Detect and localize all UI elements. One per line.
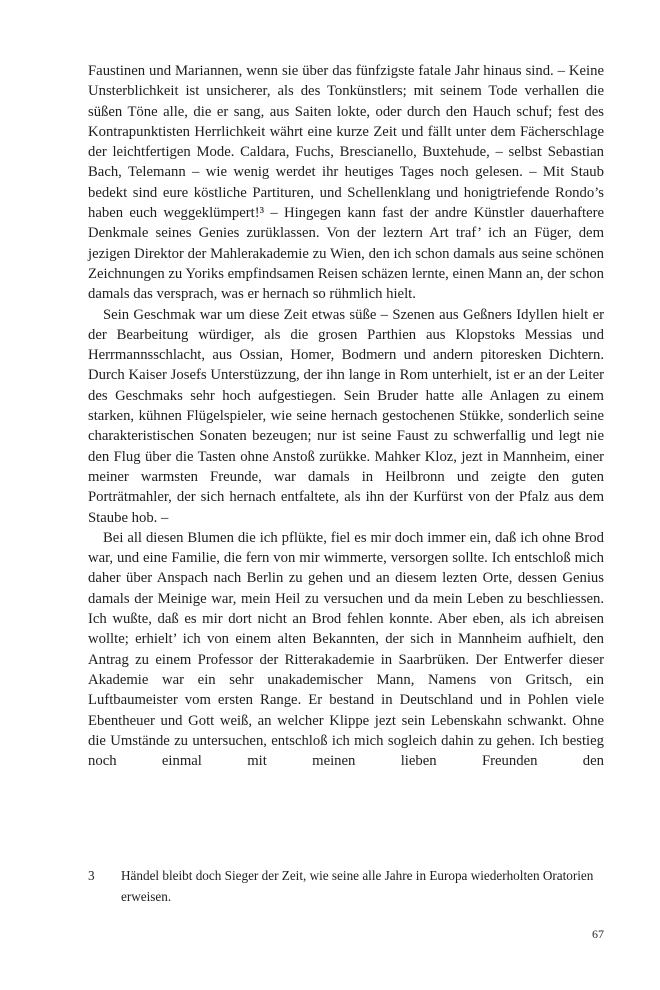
main-text-block [88, 61, 604, 771]
footnote-area [88, 866, 604, 907]
paragraph-faustinen: Faustinen und Mariannen, wenn sie über das fünfzigste fatale Jahr hinaus sind. – Keine Unsterblichkeit ist unsicherer, als des Tonkünstlers; mit seinem Tode verhallen die süßen Töne alle, die er sang, aus Saiten lokte, oder durch den Hauch schuf; fest des Kontrapunktisten Herrlichkeit währt eine kurze Zeit und fällt unter dem Fächerschlage der leichtfertigen Mode. Caldara, Fuchs, Brescianello, Buxtehude, – selbst Sebastian Bach, Telemann – wie wenig werdet ihr heutiges Tages noch gelesen. – Mit Staub bedekt sind eure köstliche Partituren, und Schellenklang und honigtriefende Rondo’s haben euch weggeklümpert!³ – Hingegen kann fast der andre Künstler dauerhaftere Denkmale seines Genies zurüklassen. Von der leztern Art traf’ ich an Füger, dem jezigen Direktor der Mahlerakademie zu Wien, den ich schon damals aus seine schönen Zeichnungen zu Yoriks empfindsamen Reisen schäzen lernte, einen Mann an, der schon damals das versprach, was er hernach so rühmlich hielt. [88, 63, 604, 303]
paragraph-bei-all-diesen-blumen: Bei all diesen Blumen die ich pflükte, fiel es mir doch immer ein, daß ich ohne Brod war, und eine Familie, die fern von mir wimmerte, versorgen sollte. Ich entschloß mich daher über Anspach nach Berlin zu gehen und an diesem lezten Orte, dessen Genius damals der Meinige war, mein Heil zu versuchen und da mein Leben zu beschliessen. Ich wußte, daß es mir dort nicht an Brod fehlen konnte. Aber eben, als ich abreisen wollte; erhielt’ ich von einem alten Bekannten, der sich in Mannheim aufhielt, den Antrag zu einem Professor der Ritterakademie in Saarbrüken. Der Entwerfer dieser Akademie war ein sehr unakademischer Mann, Namens von Gritsch, ein Luftbaumeister vom ersten Range. Er bestand in Deutschland und in Pohlen viele Ebentheuer und Gott weiß, an welcher Klippe jezt sein Lebenskahn schwankt. Ohne die Umstände zu untersuchen, entschloß ich mich sogleich dahin zu gehen. Ich bestieg noch einmal mit meinen lieben Freunden den [88, 529, 604, 770]
footnote [88, 866, 604, 907]
footnote-marker: 3 [88, 868, 95, 883]
footnote-text: Händel bleibt doch Sieger der Zeit, wie seine alle Jahre in Europa wiederholten Oratorien erweisen. [121, 868, 594, 904]
paragraph-sein-geschmak: Sein Geschmak war um diese Zeit etwas süße – Szenen aus Geßners Idyllen hielt er der Bearbeitung würdiger, als die grosen Parthien aus Klopstoks Messias und Herrmannsschlacht, aus Ossian, Homer, Bodmern und andern pitoresken Dichtern. Durch Kaiser Josefs Unterstüzzung, der ihn lange in Rom unterhielt, ist er an der Leiter des Geschmaks sehr hoch aufgestiegen. Sein Bruder hatte alle Anlagen zu einem starken, kühnen Flügelspieler, wie seine hernach gestochenen Stükke, sonderlich seine charakteristischen Sonaten bezeugen; nur ist seine Faust zu schwerfallig und legt nie den Flug über die Tasten ohne Anstoß zurükke. Mahker Kloz, jezt in Mannheim, einer meiner warmsten Freunde, war damals in Heilbronn und zeigte den guten Porträtmahler, der sich hernach entfaltete, als ihn der Kurfürst von der Pfalz aus dem Staube hob. – [88, 306, 604, 526]
page-number: 67 [592, 927, 604, 941]
